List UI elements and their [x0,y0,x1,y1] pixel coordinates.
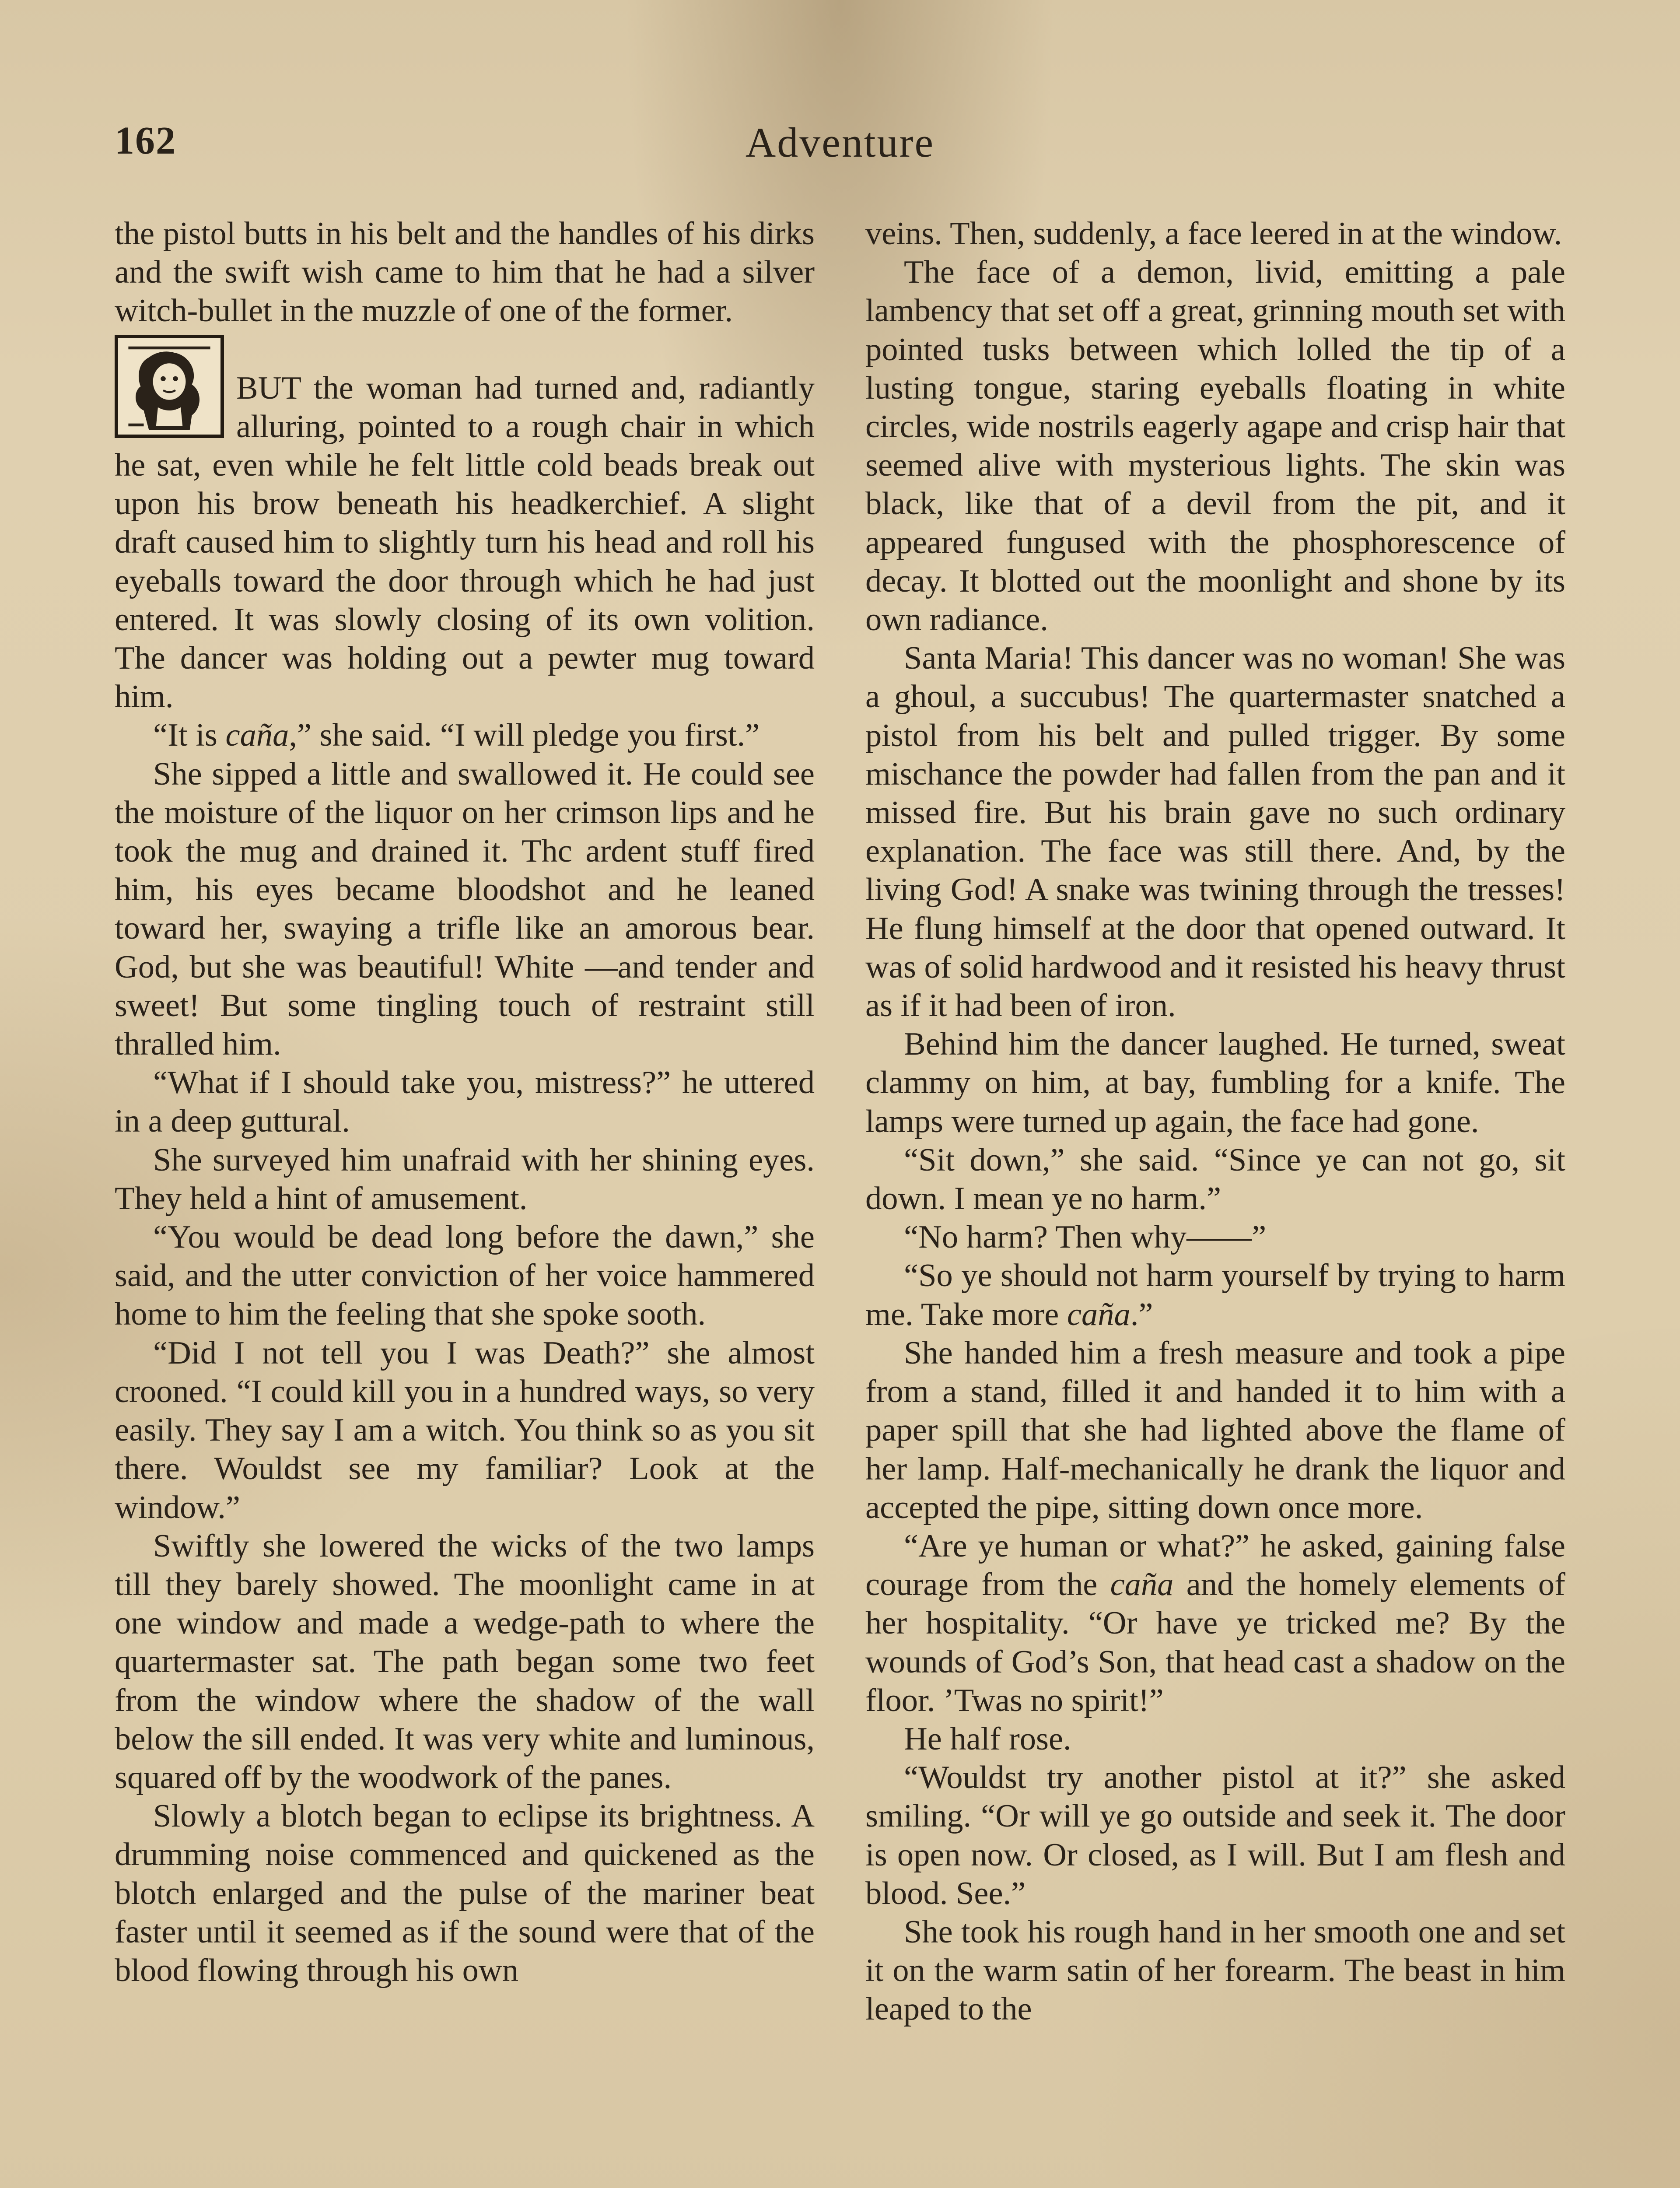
paragraph-text: “Are ye human or what?” he asked, gaining false courage from the [865,1528,1565,1603]
paragraph: Slowly a blotch began to eclipse its brightness. A drumming noise commenced and quickened as the blotch enlarged and the pulse of the mariner beat faster until it seemed as if the sound were that of the blood flowing through his own [115,1798,815,1988]
paragraph: She took his rough hand in her smooth one and set it on the warm satin of her forearm. The beast in him leaped to the [865,1914,1565,2027]
illustrated-initial-icon [115,335,224,438]
paragraph: BUT the woman had turned and, radiantly alluring, pointed to a rough chair in which he sat, even while he felt little cold beads break out upon his brow beneath his headkerchief. A slight draft caused him to slightly turn his head and roll his eyeballs toward the door through which he had just entered. It was slowly closing of its own volition. The dancer was holding out a pewter mug toward him. [115,370,815,715]
paragraph: “Wouldst try another pistol at it?” she asked smiling. “Or will ye go outside and seek it. The door is open now. Or closed, as I will. But I am flesh and blood. See.” [865,1760,1565,1911]
paragraph: He half rose. [904,1721,1071,1757]
paragraph: “You would be dead long before the dawn,” she said, and the utter conviction of her voice hammered home to him the feeling that she spoke sooth. [115,1219,815,1332]
paragraph [115,716,815,754]
paragraph-text: “So ye should not harm yourself by trying to harm me. Take more [865,1258,1565,1332]
paragraph: “Did I not tell you I was Death?” she almost crooned. “I could kill you in a hundred ways, so very easily. They say I am a witch. You think so as you sit there. Wouldst see my familiar? Look at the window.” [115,1335,815,1525]
paragraph-text: “It is [153,717,226,754]
left-column [115,214,815,2188]
paragraph [865,1527,1565,1720]
paragraph: “Sit down,” she said. “Since ye can not go, sit down. I mean ye no harm.” [865,1142,1565,1217]
page-number: 162 [115,119,176,162]
paragraph: the pistol butts in his belt and the handles of his dirks and the swift wish came to him that he had a silver witch-bullet in the muzzle of one of the former. [115,216,815,329]
paragraph: Swiftly she lowered the wicks of the two lamps till they barely showed. The moonlight came in at one window and made a wedge-path to where the quartermaster sat. The path began some two feet from the window where the shadow of the wall below the sill ended. It was very white and luminous, squared off by the woodwork of the panes. [115,1528,815,1795]
paragraph-text: and the homely elements of her hospitality. “Or have ye tricked me? By the wounds of God’s Son, that head cast a shadow on the floor. ’Twas no spirit!” [865,1567,1565,1718]
italic-word: caña [1110,1567,1174,1603]
paragraph: Behind him the dancer laughed. He turned, sweat clammy on him, at bay, fumbling for a knife. The lamps were turned up again, the face had gone. [865,1026,1565,1140]
page-header [115,118,1565,175]
paragraph-text: .” [1130,1296,1153,1332]
running-title: Adventure [745,119,935,166]
paragraph: She handed him a fresh measure and took a pipe from a stand, filled it and handed it to him with a paper spill that she had lighted above the flame of her lamp. Half-mechanically he drank the liquor and accepted the pipe, sitting down once more. [865,1335,1565,1525]
italic-word: caña [225,717,289,754]
right-column [865,214,1565,2188]
text-columns [115,214,1565,2188]
paragraph: “What if I should take you, mistress?” he uttered in a deep guttural. [115,1065,815,1140]
paragraph: She sipped a little and swallowed it. He could see the moisture of the liquor on her crimson lips and he took the mug and drained it. Thc ardent stuff fired him, his eyes became bloodshot and he leaned toward her, swaying a trifle like an amorous bear. God, but she was beautiful! White —and tender and sweet! But some tingling touch of restraint still thralled him. [115,756,815,1062]
paragraph: She surveyed him unafraid with her shining eyes. They held a hint of amusement. [115,1142,815,1217]
paragraph: “No harm? Then why——” [904,1219,1267,1255]
italic-word: caña [1067,1296,1130,1332]
paragraph: The face of a demon, livid, emitting a pale lambency that set off a great, grinning mouth set with pointed tusks between which lolled the tip of a lusting tongue, staring eyeballs floating in white circles, wide nostrils eagerly agape and crisp hair that seemed alive with mysterious lights. The skin was black, like that of a devil from the pit, and it appeared fungused with the phosphorescence of decay. It blotted out the moonlight and shone by its own radiance. [865,254,1565,638]
paragraph [865,1256,1565,1333]
paragraph: Santa Maria! This dancer was no woman! She was a ghoul, a succubus! The quartermaster snatched a pistol from his belt and pulled trigger. By some mischance the powder had fallen from the pan and it missed fire. But his brain gave no such ordinary explanation. The face was still there. And, by the living God! A snake was twining through the tresses! He flung himself at the door that opened outward. It was of solid hardwood and it resisted his heavy thrust as if it had been of iron. [865,640,1565,1024]
paragraph: veins. Then, suddenly, a face leered in at the window. [865,216,1562,252]
paragraph-text: ,” she said. “I will pledge you first.” [289,717,760,754]
